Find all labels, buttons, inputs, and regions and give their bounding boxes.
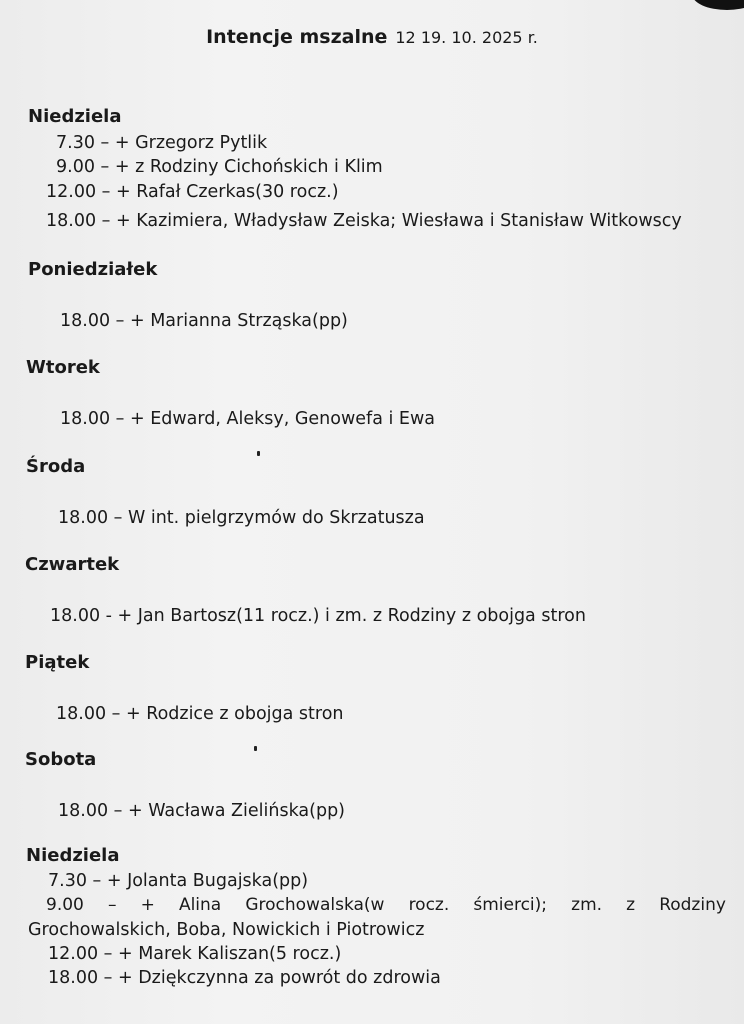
day-heading: Poniedziałek — [28, 259, 158, 280]
word: – — [107, 895, 117, 915]
mass-intention: 18.00 - + Jan Bartosz(11 rocz.) i zm. z Rodziny z obojga stron — [50, 606, 586, 626]
day-heading: Sobota — [25, 749, 97, 770]
word: Grochowalska(w — [245, 895, 385, 915]
mass-intention: 18.00 – + Marianna Strząska(pp) — [60, 311, 348, 331]
dark-corner-object — [692, 0, 744, 10]
mass-intention: 18.00 – + Wacława Zielińska(pp) — [58, 801, 345, 821]
mass-intention: Grochowalskich, Boba, Nowickich i Piotrowicz — [28, 920, 425, 940]
word: 9.00 — [46, 895, 84, 915]
day-heading: Czwartek — [25, 554, 120, 575]
day-heading: Wtorek — [26, 357, 100, 378]
word: Alina — [178, 895, 222, 915]
mass-intention: 18.00 – + Rodzice z obojga stron — [56, 704, 344, 724]
mass-intention: 18.00 – + Edward, Aleksy, Genowefa i Ewa — [60, 409, 436, 429]
mass-intention: 12.00 – + Rafał Czerkas(30 rocz.) — [46, 182, 339, 202]
word: rocz. — [408, 895, 450, 915]
mass-intention: 7.30 – + Jolanta Bugajska(pp) — [48, 871, 309, 891]
day-heading: Środa — [26, 456, 86, 477]
title-text: Intencje mszalne — [206, 26, 388, 48]
word: + — [140, 895, 155, 915]
mass-intention-justified — [46, 895, 726, 915]
word: zm. — [571, 895, 603, 915]
mass-intention: 9.00 – + z Rodziny Cichońskich i Klim — [56, 157, 383, 177]
word: z — [626, 895, 636, 915]
title-date: 12 19. 10. 2025 r. — [395, 28, 538, 47]
day-heading: Niedziela — [28, 106, 122, 127]
mass-intention: 7.30 – + Grzegorz Pytlik — [56, 133, 268, 153]
page-title — [0, 26, 744, 48]
day-heading: Piątek — [25, 652, 90, 673]
word: Rodziny — [659, 895, 726, 915]
speck-mark — [257, 451, 260, 456]
mass-intention: 12.00 – + Marek Kaliszan(5 rocz.) — [48, 944, 342, 964]
word: śmierci); — [473, 895, 548, 915]
speck-mark — [254, 746, 257, 751]
mass-intention: 18.00 – W int. pielgrzymów do Skrzatusza — [58, 508, 425, 528]
mass-intention: 18.00 – + Dziękczynna za powrót do zdrowia — [48, 968, 441, 988]
day-heading: Niedziela — [26, 845, 120, 866]
mass-intention: 18.00 – + Kazimiera, Władysław Zeiska; Wiesława i Stanisław Witkowscy — [46, 211, 682, 231]
